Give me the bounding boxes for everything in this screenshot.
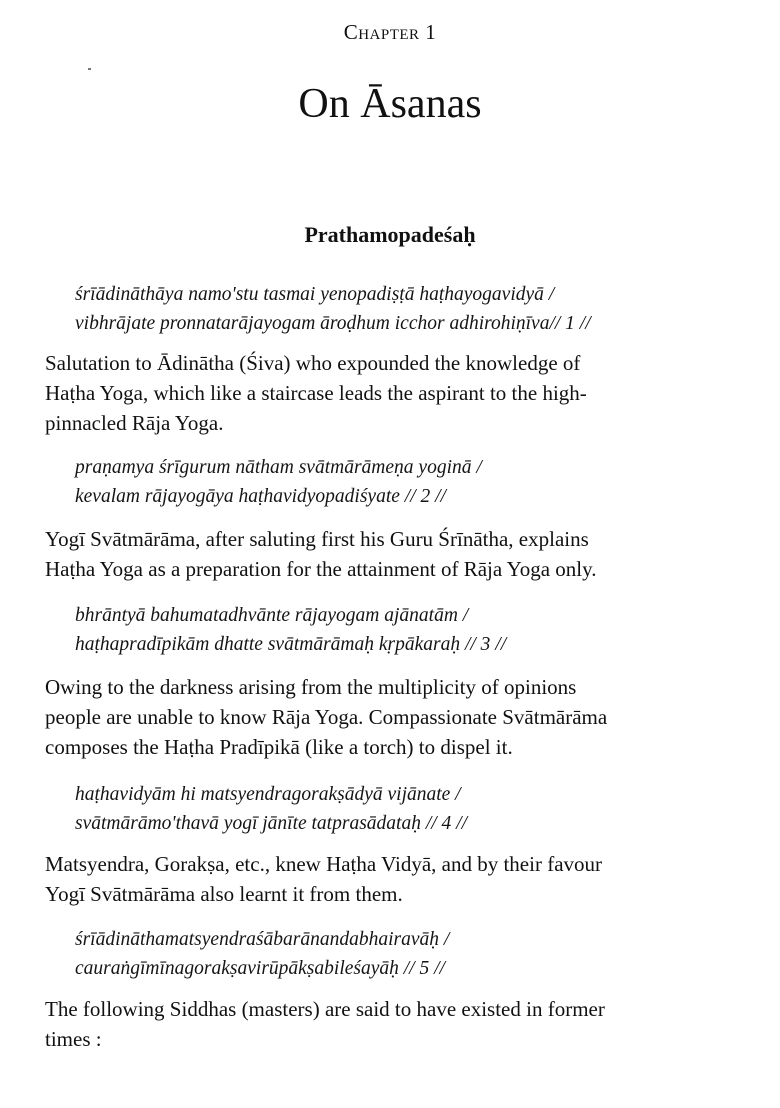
verse-line: praṇamya śrīgurum nātham svātmārāmeṇa yoginā / bbox=[75, 457, 482, 478]
verse-line: haṭhapradīpikām dhatte svātmārāmaḥ kṛpākaraḥ // 3 // bbox=[75, 634, 507, 655]
print-speck bbox=[88, 68, 91, 70]
verse-2-sanskrit bbox=[75, 453, 765, 511]
translation-line: pinnacled Rāja Yoga. bbox=[45, 411, 224, 435]
translation-line: composes the Haṭha Pradīpikā (like a torch) to dispel it. bbox=[45, 735, 513, 759]
translation-line: Haṭha Yoga, which like a staircase leads the aspirant to the high- bbox=[45, 381, 587, 405]
translation-line: times : bbox=[45, 1027, 102, 1051]
translation-line: Haṭha Yoga as a preparation for the attainment of Rāja Yoga only. bbox=[45, 557, 597, 581]
translation-line: Yogī Svātmārāma, after saluting first his Guru Śrīnātha, explains bbox=[45, 527, 589, 551]
verse-line: śrīādināthamatsyendraśābarānandabhairavāḥ / bbox=[75, 929, 450, 950]
translation-line: people are unable to know Rāja Yoga. Compassionate Svātmārāma bbox=[45, 705, 608, 729]
verse-5-translation bbox=[45, 994, 765, 1054]
verse-line: svātmārāmo'thavā yogī jānīte tatprasādataḥ // 4 // bbox=[75, 813, 467, 834]
section-heading: Prathamopadeśaḥ bbox=[304, 222, 476, 247]
verse-4-translation bbox=[45, 849, 765, 909]
verse-5-sanskrit bbox=[75, 925, 765, 983]
translation-line: Yogī Svātmārāma also learnt it from them. bbox=[45, 882, 403, 906]
translation-line: Owing to the darkness arising from the multiplicity of opinions bbox=[45, 675, 577, 699]
verse-line: śrīādināthāya namo'stu tasmai yenopadiṣṭā haṭhayogavidyā / bbox=[75, 284, 555, 305]
chapter-title: On Āsanas bbox=[298, 81, 482, 127]
translation-line: The following Siddhas (masters) are said to have existed in former bbox=[45, 997, 605, 1021]
verse-3-sanskrit bbox=[75, 601, 765, 659]
verse-line: vibhrājate pronnatarājayogam āroḍhum icchor adhirohiṇīva// 1 // bbox=[75, 313, 591, 334]
verse-2-translation bbox=[45, 524, 765, 584]
verse-1-translation bbox=[45, 348, 765, 438]
verse-1-sanskrit bbox=[75, 280, 765, 338]
verse-4-sanskrit bbox=[75, 780, 765, 838]
verse-line: cauraṅgīmīnagorakṣavirūpākṣabileśayāḥ // 5 // bbox=[75, 958, 445, 979]
translation-line: Salutation to Ādinātha (Śiva) who expounded the knowledge of bbox=[45, 351, 581, 375]
verse-3-translation bbox=[45, 672, 765, 762]
verse-line: kevalam rājayogāya haṭhavidyopadiśyate // 2 // bbox=[75, 486, 446, 507]
verse-line: haṭhavidyām hi matsyendragorakṣādyā vijānate / bbox=[75, 784, 461, 805]
chapter-label: Chapter 1 bbox=[343, 20, 437, 44]
verse-line: bhrāntyā bahumatadhvānte rājayogam ajānatām / bbox=[75, 605, 469, 626]
translation-line: Matsyendra, Gorakṣa, etc., knew Haṭha Vidyā, and by their favour bbox=[45, 852, 603, 876]
